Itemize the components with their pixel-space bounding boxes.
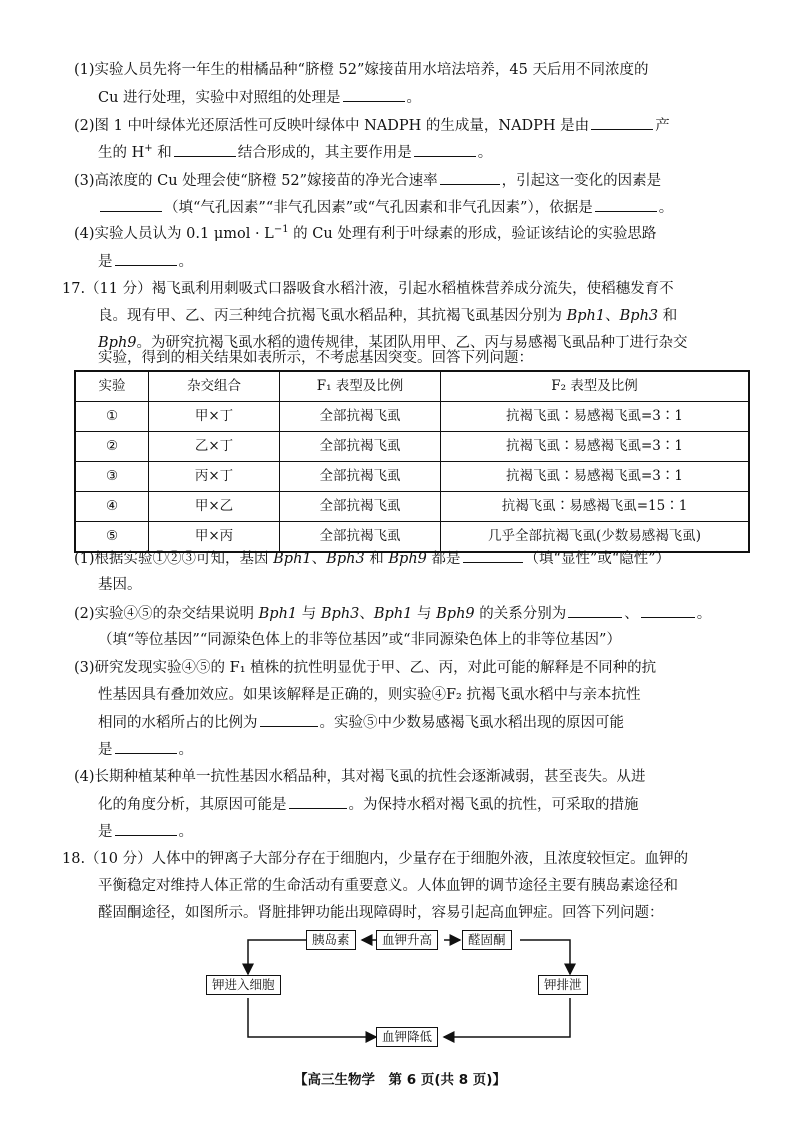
table-row (75, 462, 749, 492)
box-aldosterone: 醛固酮 (462, 930, 512, 950)
q17-s3-line1: (3)研究发现实验④⑤的 F₁ 植株的抗性明显优于甲、乙、丙，对此可能的解释是不同种的抗 (74, 660, 657, 676)
q16-p3-line1: (3)高浓度的 Cu 处理会使“脐橙 52”嫁接苗的净光合速率 ，引起这一变化的因素是 (74, 168, 750, 194)
answer-blank[interactable] (115, 249, 177, 266)
answer-blank[interactable] (414, 140, 476, 157)
box-potassium-rise: 血钾升高 (376, 930, 438, 950)
answer-blank[interactable] (463, 546, 523, 563)
box-insulin: 胰岛素 (306, 930, 356, 950)
q16-p4-line2: 是 。 (98, 249, 750, 275)
answer-blank[interactable] (115, 737, 177, 754)
answer-blank[interactable] (260, 710, 318, 727)
q17-s1-line2: 基因。 (98, 577, 142, 593)
arrow-insulin-to-cell (248, 940, 306, 974)
q17-s3-line2: 性基因具有叠加效应。如果该解释是正确的，则实验④F₂ 抗褐飞虱水稻中与亲本抗性 (98, 687, 641, 703)
q17-s4-line1: (4)长期种植某种单一抗性基因水稻品种，其对褐飞虱的抗性会逐渐减弱，甚至丧失。从进 (74, 769, 646, 785)
q17-intro-line4: 实验，得到的相关结果如表所示，不考虑基因突变。回答下列问题： (98, 350, 533, 366)
table-cell: 全部抗褐飞虱 (280, 492, 441, 522)
q17-s4-line2: 化的角度分析，其原因可能是 。为保持水稻对褐飞虱的抗性，可采取的措施 (98, 792, 750, 818)
answer-blank[interactable] (440, 168, 500, 185)
table-cell: 全部抗褐飞虱 (280, 522, 441, 553)
table-row (75, 492, 749, 522)
table-cell: 乙×丁 (149, 432, 280, 462)
table-header-cell: 杂交组合 (149, 371, 280, 402)
potassium-regulation-diagram (200, 930, 620, 1060)
table-header-row (75, 371, 749, 402)
box-potassium-fall: 血钾降低 (376, 1027, 438, 1047)
table-cell: 全部抗褐飞虱 (280, 432, 441, 462)
table-header-cell: F₁ 表型及比例 (280, 371, 441, 402)
table-row (75, 402, 749, 432)
answer-blank[interactable] (100, 195, 162, 212)
table-header-cell: 实验 (75, 371, 149, 402)
box-potassium-into-cell: 钾进入细胞 (206, 975, 281, 995)
table-row (75, 432, 749, 462)
q17-intro-line1: 17.（11 分）褐飞虱利用刺吸式口器吸食水稻汁液，引起水稻植株营养成分流失，使稻穗发育不 (62, 281, 674, 297)
q18-intro-line1: 18.（10 分）人体中的钾离子大部分存在于细胞内，少量存在于细胞外液，且浓度较恒定。血钾的 (62, 851, 689, 867)
table-cell: ② (75, 432, 149, 462)
arrow-excrete-to-fall (444, 998, 570, 1037)
q16-p1-line2: Cu 进行处理，实验中对照组的处理是 。 (98, 85, 750, 111)
table-cell: 抗褐飞虱∶易感褐飞虱=15∶1 (441, 492, 750, 522)
page-footer: 【高三生物学 第 6 页(共 8 页)】 (294, 1072, 506, 1088)
answer-blank[interactable] (595, 195, 657, 212)
table-cell: 几乎全部抗褐飞虱(少数易感褐飞虱) (441, 522, 750, 553)
table-cell: 抗褐飞虱∶易感褐飞虱=3∶1 (441, 402, 750, 432)
answer-blank[interactable] (591, 113, 653, 130)
q16-p1-line1: (1)实验人员先将一年生的柑橘品种“脐橙 52”嫁接苗用水培法培养，45 天后用不同浓度的 (74, 62, 649, 78)
arrow-cell-to-fall (248, 998, 376, 1037)
table-header-cell: F₂ 表型及比例 (441, 371, 750, 402)
q17-s2-line2: （填“等位基因”“同源染色体上的非等位基因”或“非同源染色体上的非等位基因”） (98, 632, 621, 648)
q17-intro-line3: Bph9。为研究抗褐飞虱水稻的遗传规律，某团队用甲、乙、丙与易感褐飞虱品种丁进行杂交 (98, 335, 688, 351)
answer-blank[interactable] (568, 601, 622, 618)
q17-s3-line3: 相同的水稻所占的比例为 。实验⑤中少数易感褐飞虱水稻出现的原因可能 (98, 710, 750, 736)
table-cell: 甲×丙 (149, 522, 280, 553)
q18-intro-line2: 平衡稳定对维持人体正常的生命活动有重要意义。人体血钾的调节途径主要有胰岛素途径和 (98, 878, 678, 894)
answer-blank[interactable] (115, 819, 177, 836)
q16-p4-line1: (4)实验人员认为 0.1 $\mu mol \cdot L^{-1}$ 的 Cu 处理有利于叶绿素的形成，验证该结论的实验思路 (74, 224, 657, 242)
experiment-table (74, 370, 750, 553)
answer-blank[interactable] (289, 792, 347, 809)
q18-intro-line3: 醛固酮途径，如图所示。肾脏排钾功能出现障碍时，容易引起高血钾症。回答下列问题： (98, 905, 664, 921)
q17-s1-line1: (1)根据实验①②③可知，基因 Bph1、Bph3 和 Bph9 都是 （填“显性”或“隐性”） (74, 546, 750, 572)
answer-blank[interactable] (641, 601, 695, 618)
table-cell: 丙×丁 (149, 462, 280, 492)
table-cell: ① (75, 402, 149, 432)
table-cell: ③ (75, 462, 149, 492)
table-cell: 甲×丁 (149, 402, 280, 432)
q16-p2-line2: 生的 H+ 和 结合形成的，其主要作用是 。 (98, 140, 750, 166)
table-cell: ⑤ (75, 522, 149, 553)
answer-blank[interactable] (174, 140, 236, 157)
q17-intro-line2: 良。现有甲、乙、丙三种纯合抗褐飞虱水稻品种，其抗褐飞虱基因分别为 Bph1、Bph3 和 (98, 308, 678, 324)
table-cell: 抗褐飞虱∶易感褐飞虱=3∶1 (441, 432, 750, 462)
answer-blank[interactable] (343, 85, 405, 102)
table-cell: 甲×乙 (149, 492, 280, 522)
q16-p3-line2: （填“气孔因素”“非气孔因素”或“气孔因素和非气孔因素”），依据是 。 (98, 195, 750, 221)
table-cell: 抗褐飞虱∶易感褐飞虱=3∶1 (441, 462, 750, 492)
q17-s2-line1: (2)实验④⑤的杂交结果说明 Bph1 与 Bph3、Bph1 与 Bph9 的关系分别为 、 。 (74, 601, 750, 627)
box-potassium-excretion: 钾排泄 (538, 975, 588, 995)
table-cell: ④ (75, 492, 149, 522)
q17-s4-line3: 是 。 (98, 819, 750, 845)
q17-s3-line4: 是 。 (98, 737, 750, 763)
arrow-aldosterone-to-excrete (520, 940, 570, 974)
table-cell: 全部抗褐飞虱 (280, 402, 441, 432)
table-cell: 全部抗褐飞虱 (280, 462, 441, 492)
q16-p2-line1: (2)图 1 中叶绿体光还原活性可反映叶绿体中 NADPH 的生成量，NADPH 是由 产 (74, 113, 750, 139)
